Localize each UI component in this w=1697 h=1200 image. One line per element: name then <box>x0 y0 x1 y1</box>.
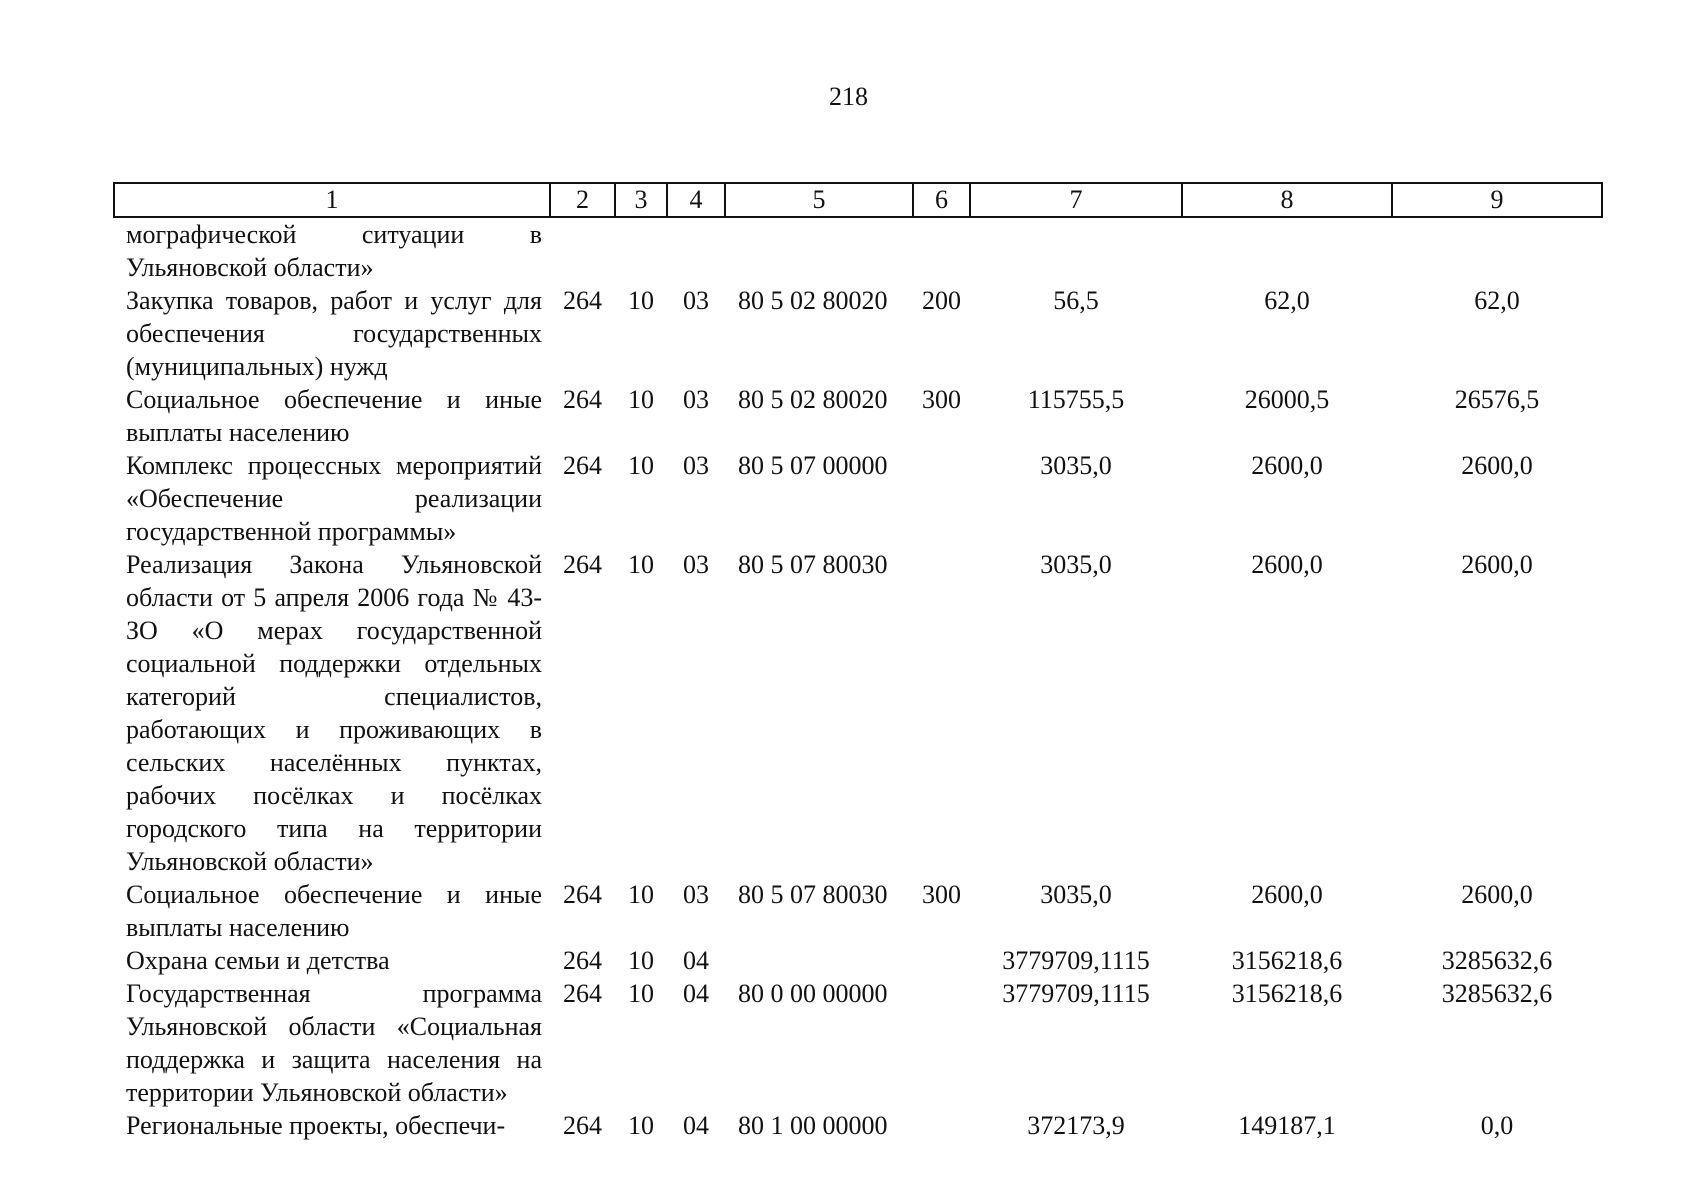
cell-amount-8: 2600,0 <box>1251 880 1323 909</box>
cell-section <box>615 217 667 284</box>
column-header-3: 3 <box>615 183 667 217</box>
cell-amount-7: 115755,5 <box>1027 385 1125 414</box>
cell-section: 10 <box>628 550 654 579</box>
budget-table <box>113 182 1603 1142</box>
cell-subsection: 03 <box>683 880 709 909</box>
cell-amount-9: 26576,5 <box>1454 385 1540 414</box>
cell-amount-7: 3779709,1115 <box>1002 946 1150 975</box>
cell-amount-7: 56,5 <box>1053 286 1099 315</box>
cell-target-code: 80 5 02 80020 <box>738 286 888 315</box>
cell-section: 10 <box>628 979 654 1008</box>
cell-expense-type <box>913 977 970 1109</box>
column-header-7: 7 <box>970 183 1182 217</box>
cell-amount-9 <box>1392 217 1602 284</box>
cell-admin: 264 <box>563 286 602 315</box>
cell-expense-type <box>913 1109 970 1142</box>
cell-section: 10 <box>628 1111 654 1140</box>
row-title: мографической ситуации в Ульяновской области» <box>126 220 542 282</box>
table-row <box>114 383 1602 449</box>
cell-admin: 264 <box>563 451 602 480</box>
cell-target-code: 80 5 07 80030 <box>738 880 888 909</box>
table-row <box>114 284 1602 383</box>
cell-amount-9: 3285632,6 <box>1441 946 1553 975</box>
cell-subsection: 03 <box>683 286 709 315</box>
table-row <box>114 944 1602 977</box>
cell-amount-8: 149187,1 <box>1238 1111 1336 1140</box>
cell-admin <box>550 217 615 284</box>
cell-amount-7: 3035,0 <box>1040 550 1112 579</box>
cell-target-code <box>725 217 913 284</box>
cell-section: 10 <box>628 451 654 480</box>
cell-amount-7: 3779709,1115 <box>1002 979 1150 1008</box>
column-header-8: 8 <box>1182 183 1392 217</box>
cell-admin: 264 <box>563 880 602 909</box>
cell-subsection: 03 <box>683 451 709 480</box>
row-title: Социальное обеспечение и иные выплаты населению <box>126 880 542 942</box>
table-row <box>114 548 1602 878</box>
cell-target-code: 80 1 00 00000 <box>738 1111 888 1140</box>
cell-amount-8 <box>1182 217 1392 284</box>
column-header-6: 6 <box>913 183 970 217</box>
cell-target-code: 80 0 00 00000 <box>738 979 888 1008</box>
cell-expense-type: 300 <box>922 385 961 414</box>
cell-subsection: 04 <box>683 946 709 975</box>
cell-amount-9: 0,0 <box>1480 1111 1514 1140</box>
table-header-row <box>114 183 1602 217</box>
cell-section: 10 <box>628 946 654 975</box>
column-header-4: 4 <box>667 183 725 217</box>
table-row <box>114 878 1602 944</box>
cell-target-code <box>725 944 913 977</box>
cell-admin: 264 <box>563 979 602 1008</box>
cell-target-code: 80 5 02 80020 <box>738 385 888 414</box>
table-row <box>114 217 1602 284</box>
cell-section: 10 <box>628 286 654 315</box>
cell-expense-type <box>913 548 970 878</box>
column-header-5: 5 <box>725 183 913 217</box>
table-row <box>114 449 1602 548</box>
cell-amount-7: 372173,9 <box>1027 1111 1125 1140</box>
cell-amount-9: 2600,0 <box>1461 550 1533 579</box>
cell-section: 10 <box>628 880 654 909</box>
cell-section: 10 <box>628 385 654 414</box>
cell-target-code: 80 5 07 00000 <box>738 451 888 480</box>
row-title: Закупка товаров, работ и услуг для обеспечения государственных (муниципальных) нужд <box>126 286 542 381</box>
cell-subsection: 04 <box>683 979 709 1008</box>
row-title: Комплекс процессных мероприятий «Обеспечение реализации государственной программы» <box>126 451 542 546</box>
cell-admin: 264 <box>563 946 602 975</box>
cell-amount-8: 2600,0 <box>1251 550 1323 579</box>
cell-admin: 264 <box>563 1111 602 1140</box>
cell-amount-9: 2600,0 <box>1461 880 1533 909</box>
cell-amount-7: 3035,0 <box>1040 880 1112 909</box>
cell-expense-type: 200 <box>922 286 961 315</box>
row-title: Реализация Закона Ульяновской области от 5 апреля 2006 года № 43-ЗО «О мерах государственной социальной поддержки отдельных категорий специалистов, работающих и проживающих в сельских населённых пунктах, рабочих посёлках и посёлках городского типа на территории Ульяновской области» <box>126 550 542 876</box>
cell-expense-type <box>913 217 970 284</box>
cell-subsection: 03 <box>683 385 709 414</box>
cell-amount-8: 62,0 <box>1264 286 1310 315</box>
cell-target-code: 80 5 07 80030 <box>738 550 888 579</box>
cell-amount-9: 3285632,6 <box>1441 979 1553 1008</box>
row-title: Охрана семьи и детства <box>126 946 390 975</box>
cell-admin: 264 <box>563 550 602 579</box>
cell-amount-8: 26000,5 <box>1244 385 1330 414</box>
row-title: Региональные проекты, обеспечи- <box>126 1111 506 1140</box>
row-title: Государственная программа Ульяновской области «Социальная поддержка и защита населения на территории Ульяновской области» <box>126 979 542 1107</box>
column-header-9: 9 <box>1392 183 1602 217</box>
cell-subsection: 03 <box>683 550 709 579</box>
cell-expense-type: 300 <box>922 880 961 909</box>
row-title: Социальное обеспечение и иные выплаты населению <box>126 385 542 447</box>
cell-amount-8: 2600,0 <box>1251 451 1323 480</box>
cell-subsection: 04 <box>683 1111 709 1140</box>
cell-amount-9: 2600,0 <box>1461 451 1533 480</box>
cell-amount-8: 3156218,6 <box>1231 979 1343 1008</box>
cell-amount-9: 62,0 <box>1474 286 1520 315</box>
column-header-2: 2 <box>550 183 615 217</box>
column-header-1: 1 <box>114 183 550 217</box>
cell-expense-type <box>913 944 970 977</box>
cell-amount-7: 3035,0 <box>1040 451 1112 480</box>
cell-amount-8: 3156218,6 <box>1231 946 1343 975</box>
cell-amount-7 <box>970 217 1182 284</box>
cell-expense-type <box>913 449 970 548</box>
cell-subsection <box>667 217 725 284</box>
page-number: 218 <box>829 82 868 111</box>
cell-admin: 264 <box>563 385 602 414</box>
table-row <box>114 1109 1602 1142</box>
table-row <box>114 977 1602 1109</box>
